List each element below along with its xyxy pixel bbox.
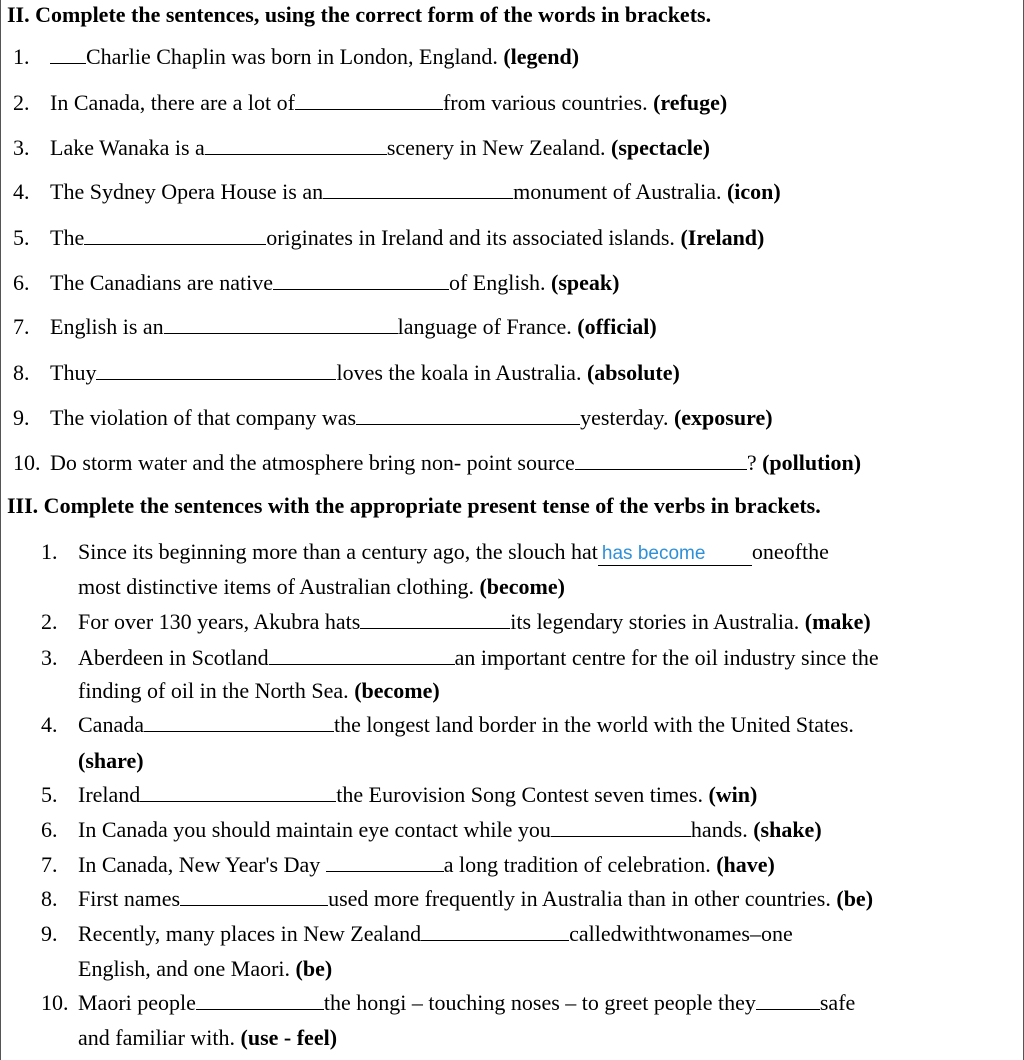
sentence-text: The Sydney Opera House is an <box>50 179 324 204</box>
word-hint: (pollution) <box>762 450 862 475</box>
answer-blank[interactable] <box>84 226 266 245</box>
item-number: 10. <box>13 450 41 475</box>
filled-answer[interactable]: has become <box>598 542 752 566</box>
word-hint: (become) <box>354 678 440 703</box>
sentence-text: In Canada you should maintain eye contact while you <box>78 817 551 842</box>
word-hint: (be) <box>295 956 333 981</box>
item-number: 5. <box>13 225 30 250</box>
sentence-text: Canada <box>78 712 144 737</box>
word-hint: (Ireland) <box>680 225 765 250</box>
word-hint: (win) <box>708 782 758 807</box>
sentence-text: from various countries. <box>442 90 648 115</box>
item-number: 3. <box>41 645 58 670</box>
sentence-text: First names <box>78 886 181 911</box>
word-hint: (become) <box>479 574 565 599</box>
sentence-text: with <box>621 921 661 946</box>
sentence-text: English, and one Maori. <box>78 956 291 981</box>
sentence-text: scenery in New Zealand. <box>386 135 606 160</box>
item-number: 3. <box>13 135 30 160</box>
item-number: 9. <box>13 405 30 430</box>
item-number: 2. <box>13 90 30 115</box>
sentence-text: one <box>751 539 784 564</box>
item-number: 1. <box>41 539 58 564</box>
sentence-text: yesterday. <box>580 405 669 430</box>
sentence-text: language of France. <box>397 314 572 339</box>
word-hint: (spectacle) <box>611 135 710 160</box>
answer-blank[interactable] <box>323 180 513 199</box>
sentence-text: the <box>802 539 829 564</box>
sentence-text: names <box>693 921 750 946</box>
sentence-text: Recently, many places in New Zealand <box>78 921 422 946</box>
word-hint: (official) <box>577 314 657 339</box>
section-2-title: II. Complete the sentences, using the correct form of the words in brackets. <box>7 2 712 27</box>
sentence-text: ? <box>746 450 757 475</box>
sentence-text: loves the koala in Australia. <box>336 360 582 385</box>
sentence-text: called <box>569 921 622 946</box>
answer-blank[interactable] <box>140 783 336 802</box>
item-number: 6. <box>41 817 58 842</box>
word-hint: (speak) <box>551 270 620 295</box>
answer-blank[interactable] <box>205 136 387 155</box>
sentence-text: used more frequently in Australia than in other countries. <box>328 886 831 911</box>
item-number: 1. <box>13 44 30 69</box>
sentence-text: one <box>760 921 793 946</box>
sentence-text: a long tradition of celebration. <box>443 852 711 877</box>
sentence-text: finding of oil in the North Sea. <box>78 678 349 703</box>
sentence-text: the hongi – touching noses – to greet people they <box>323 990 756 1015</box>
answer-blank[interactable] <box>360 610 510 629</box>
sentence-text: Aberdeen in Scotland <box>78 645 269 670</box>
answer-blank[interactable] <box>164 315 398 334</box>
answer-blank[interactable] <box>551 818 691 837</box>
item-number: 8. <box>41 886 58 911</box>
sentence-text: two <box>660 921 694 946</box>
item-number: 2. <box>41 609 58 634</box>
answer-blank[interactable] <box>96 361 336 380</box>
answer-blank[interactable] <box>295 91 443 110</box>
sentence-text: – <box>749 921 761 946</box>
item-number: 10. <box>41 990 69 1015</box>
answer-blank[interactable] <box>269 646 455 665</box>
sentence-text: most distinctive items of Australian clothing. <box>78 574 474 599</box>
answer-blank[interactable] <box>180 887 328 906</box>
item-number: 5. <box>41 782 58 807</box>
word-hint: (make) <box>804 609 871 634</box>
sentence-text: safe <box>819 990 856 1015</box>
sentence-text: an important centre for the oil industry since the <box>454 645 879 670</box>
item-number: 9. <box>41 921 58 946</box>
sentence-text: The violation of that company was <box>50 405 357 430</box>
sentence-text: of English. <box>448 270 546 295</box>
answer-blank[interactable] <box>575 451 747 470</box>
answer-blank[interactable] <box>326 853 444 872</box>
word-hint: (use - feel) <box>240 1025 338 1050</box>
item-number: 7. <box>13 314 30 339</box>
answer-blank[interactable] <box>273 271 449 290</box>
sentence-text: the longest land border in the world with the United States. <box>333 712 854 737</box>
sentence-text: the Eurovision Song Contest seven times. <box>336 782 703 807</box>
word-hint: (refuge) <box>653 90 728 115</box>
item-number: 4. <box>13 179 30 204</box>
word-hint: (exposure) <box>673 405 773 430</box>
answer-blank[interactable] <box>421 922 569 941</box>
sentence-text: originates in Ireland and its associated islands. <box>266 225 675 250</box>
answer-blank[interactable] <box>144 713 334 732</box>
item-number: 8. <box>13 360 30 385</box>
answer-blank[interactable] <box>756 991 820 1010</box>
item-number: 6. <box>13 270 30 295</box>
sentence-text: of <box>783 539 803 564</box>
sentence-text: its legendary stories in Australia. <box>510 609 800 634</box>
sentence-text: For over 130 years, Akubra hats <box>78 609 361 634</box>
word-hint: (be) <box>836 886 874 911</box>
word-hint: (share) <box>78 748 144 773</box>
sentence-text: hands. <box>690 817 748 842</box>
answer-blank[interactable] <box>356 406 580 425</box>
sentence-text: The Canadians are native <box>50 270 273 295</box>
sentence-text: monument of Australia. <box>513 179 722 204</box>
word-hint: (have) <box>716 852 775 877</box>
word-hint: (legend) <box>503 44 580 69</box>
sentence-text: In Canada, New Year's Day <box>78 852 321 877</box>
word-hint: (absolute) <box>586 360 680 385</box>
word-hint: (shake) <box>753 817 822 842</box>
sentence-text: and familiar with. <box>78 1025 236 1050</box>
sentence-text: Since its beginning more than a century ago, the slouch hat <box>78 539 598 564</box>
sentence-text: Charlie Chaplin was born in London, England. <box>86 44 498 69</box>
sentence-text: Do storm water and the atmosphere bring non- point source <box>50 450 575 475</box>
sentence-text: English is an <box>50 314 164 339</box>
answer-blank[interactable] <box>50 45 86 64</box>
item-number: 7. <box>41 852 58 877</box>
sentence-text: Lake Wanaka is a <box>50 135 205 160</box>
word-hint: (icon) <box>726 179 781 204</box>
answer-blank[interactable] <box>196 991 324 1010</box>
sentence-text: Ireland <box>78 782 141 807</box>
item-number: 4. <box>41 712 58 737</box>
sentence-text: The <box>50 225 85 250</box>
section-3-title: III. Complete the sentences with the appropriate present tense of the verbs in brackets. <box>7 493 821 518</box>
sentence-text: In Canada, there are a lot of <box>50 90 295 115</box>
sentence-text: Maori people <box>78 990 196 1015</box>
sentence-text: Thuy <box>50 360 97 385</box>
